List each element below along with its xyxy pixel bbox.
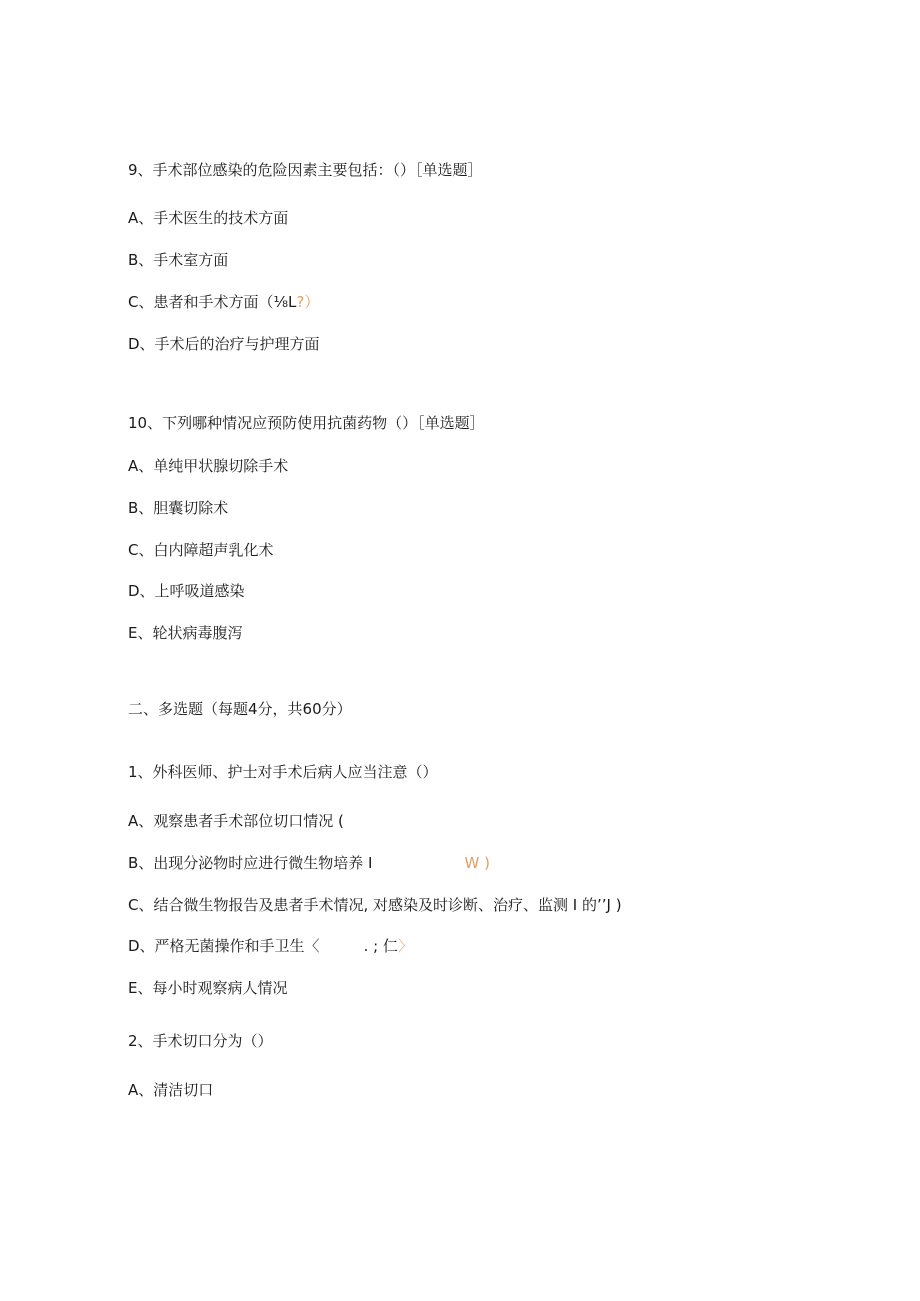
- question-9-option-b: B、手术室方面: [128, 251, 229, 269]
- question-9-option-c-mark: ?）: [296, 293, 320, 311]
- question-9-option-c-text: C、患者和手术方面（⅛L: [128, 293, 297, 311]
- multi-question-1-option-d-mark: 〉: [397, 937, 413, 955]
- question-9-option-a: A、手术医生的技术方面: [128, 209, 289, 227]
- question-9-stem: 9、手术部位感染的危险因素主要包括：（）［单选题］: [128, 161, 483, 179]
- question-9-option-c: [128, 292, 319, 312]
- question-10-option-b: B、胆囊切除术: [128, 499, 229, 517]
- multi-question-1-option-d-mid: . ; 仁: [363, 937, 398, 955]
- multi-question-1-option-c: C、结合微生物报告及患者手术情况, 对感染及时诊断、治疗、监测 I 的’’J ): [128, 896, 622, 914]
- question-10-option-c: C、白内障超声乳化术: [128, 541, 274, 559]
- multi-question-1-option-b: [128, 853, 490, 873]
- multi-question-1-option-d: [128, 936, 413, 956]
- question-10-stem: 10、下列哪种情况应预防使用抗菌药物（）［单选题］: [128, 414, 485, 432]
- multi-question-1-option-e: E、每小时观察病人情况: [128, 979, 288, 997]
- question-9-option-d: D、手术后的治疗与护理方面: [128, 335, 320, 353]
- multi-question-1-option-a: A、观察患者手术部位切口情况 (: [128, 812, 344, 830]
- question-10-option-d: D、上呼吸道感染: [128, 582, 245, 600]
- section-2-title: 二、多选题（每题4分，共60分）: [128, 700, 352, 718]
- multi-question-2-stem: 2、手术切口分为（）: [128, 1032, 273, 1050]
- multi-question-1-stem: 1、外科医师、护士对手术后病人应当注意（）: [128, 763, 438, 781]
- question-10-option-e: E、轮状病毒腹泻: [128, 624, 243, 642]
- multi-question-1-option-b-mark: W ): [464, 854, 490, 872]
- multi-question-1-option-b-text: B、出现分泌物时应进行微生物培养 I: [128, 854, 373, 872]
- multi-question-2-option-a: A、清洁切口: [128, 1081, 214, 1099]
- multi-question-1-option-d-text: D、严格无菌操作和手卫生〈: [128, 937, 320, 955]
- question-10-option-a: A、单纯甲状腺切除手术: [128, 457, 289, 475]
